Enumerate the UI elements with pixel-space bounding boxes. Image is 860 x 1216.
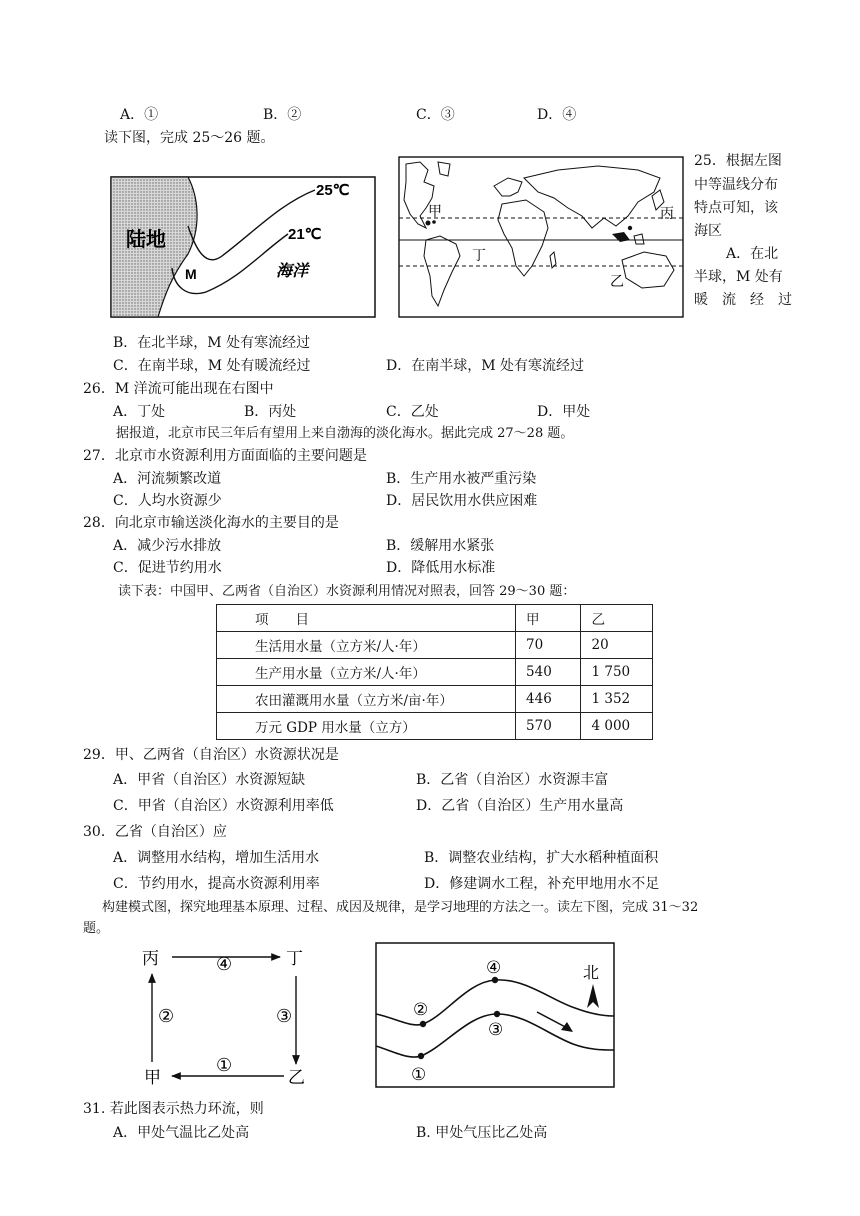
ocean-label: 海洋: [276, 261, 309, 280]
intro-29-30: 读下表：中国甲、乙两省（自治区）水资源利用情况对照表，回答 29～30 题：: [118, 584, 576, 599]
q27-option-a: A．河流频繁改道: [113, 471, 222, 487]
table-cell: 1 750: [581, 659, 653, 686]
q30-option-d: D．修建调水工程，补充甲地用水不足: [424, 876, 660, 892]
q26-option-d: D．甲处: [537, 404, 591, 420]
map-label-yi: 乙: [610, 274, 624, 290]
map-label-ding: 丁: [472, 248, 486, 264]
q30-stem: 30．乙省（自治区）应: [83, 824, 227, 840]
q28-stem: 28．向北京市输送淡化海水的主要目的是: [83, 515, 339, 531]
q28-option-d: D．降低用水标准: [386, 560, 496, 576]
q29-option-c: C．甲省（自治区）水资源利用率低: [113, 798, 334, 814]
q24-option-d: D．④: [537, 107, 577, 123]
q31-option-b: B. 甲处气压比乙处高: [416, 1125, 548, 1141]
table-header-jia: 甲: [516, 605, 581, 632]
river-num-3: ③: [488, 1020, 504, 1040]
q26-stem: 26．M 洋流可能出现在右图中: [83, 381, 274, 397]
q25-option-d: D．在南半球，M 处有寒流经过: [386, 358, 585, 374]
q24-option-c: C．③: [416, 107, 455, 123]
table-cell: 生产用水量（立方米/人·年）: [217, 659, 516, 686]
world-map-figure: [398, 156, 684, 318]
table-row: [217, 686, 653, 713]
cycle-label-jia: 甲: [144, 1068, 161, 1088]
table-cell: 446: [516, 686, 581, 713]
isotherm-21-label: 21℃: [288, 226, 322, 243]
q25-stem-line-4: 海区: [694, 223, 722, 239]
q29-stem: 29．甲、乙两省（自治区）水资源状况是: [83, 747, 339, 763]
table-cell: 1 352: [581, 686, 653, 713]
intro-25-26: 读下图，完成 25～26 题。: [104, 130, 275, 146]
table-header-row: [217, 605, 653, 632]
cycle-label-bing: 丙: [142, 949, 159, 969]
q25-option-c: C．在南半球，M 处有暖流经过: [113, 358, 311, 374]
table-cell: 540: [516, 659, 581, 686]
cycle-num-2: ②: [158, 1006, 175, 1027]
table-row: [217, 713, 653, 740]
q25-option-a-line-1: A．在北: [726, 246, 779, 262]
river-num-4: ④: [486, 958, 502, 978]
q26-option-c: C．乙处: [386, 404, 439, 420]
q31-option-a: A．甲处气温比乙处高: [113, 1125, 250, 1141]
q25-stem-line-1: 25．根据左图: [694, 153, 782, 169]
intro-31-32-line-1: 构建模式图，探究地理基本原理、过程、成因及规律，是学习地理的方法之一。读左下图，完成 31～32: [102, 900, 699, 915]
table-cell: 20: [581, 632, 653, 659]
table-cell: 70: [516, 632, 581, 659]
river-num-2: ②: [413, 1000, 429, 1020]
cycle-label-yi: 乙: [288, 1068, 305, 1088]
q25-option-a-line-3: 暖 流 经 过: [694, 292, 792, 308]
q29-option-a: A．甲省（自治区）水资源短缺: [113, 772, 306, 788]
table-header-item: 项 目: [217, 605, 516, 632]
q29-option-b: B．乙省（自治区）水资源丰富: [416, 772, 609, 788]
river-bend-diagram: [375, 942, 615, 1088]
intro-31-32-line-2: 题。: [83, 921, 110, 936]
q25-option-b: B．在北半球，M 处有寒流经过: [113, 335, 311, 351]
m-label: M: [185, 266, 197, 282]
q29-option-d: D．乙省（自治区）生产用水量高: [416, 798, 624, 814]
table-cell: 万元 GDP 用水量（立方）: [217, 713, 516, 740]
circulation-diagram: [138, 940, 308, 1090]
q26-option-b: B．丙处: [244, 404, 297, 420]
q31-stem: 31. 若此图表示热力环流，则: [83, 1101, 264, 1117]
river-num-1: ①: [411, 1065, 427, 1085]
q24-option-a: A．①: [120, 107, 159, 123]
table-header-yi: 乙: [581, 605, 653, 632]
q25-stem-line-2: 中等温线分布: [694, 177, 778, 193]
q24-option-b: B．②: [263, 107, 302, 123]
table-cell: 570: [516, 713, 581, 740]
map-label-bing: 丙: [660, 206, 674, 222]
isotherm-figure: [110, 176, 376, 318]
q27-option-b: B．生产用水被严重污染: [386, 471, 537, 487]
map-label-jia: 甲: [428, 204, 442, 220]
q28-option-a: A．减少污水排放: [113, 538, 222, 554]
cycle-label-ding: 丁: [286, 949, 303, 969]
cycle-num-3: ③: [276, 1006, 293, 1027]
isotherm-25-label: 25℃: [316, 182, 350, 199]
cycle-num-4: ④: [216, 954, 233, 975]
q25-stem-line-3: 特点可知，该: [694, 200, 778, 216]
q30-option-a: A．调整用水结构，增加生活用水: [113, 850, 320, 866]
q28-option-b: B．缓解用水紧张: [386, 538, 495, 554]
cycle-num-1: ①: [216, 1055, 233, 1076]
q25-option-a-line-2: 半球，M 处有: [694, 269, 783, 285]
table-cell: 生活用水量（立方米/人·年）: [217, 632, 516, 659]
q26-option-a: A．丁处: [113, 404, 166, 420]
q30-option-c: C．节约用水，提高水资源利用率: [113, 876, 320, 892]
land-label: 陆地: [126, 227, 166, 251]
q27-option-d: D．居民饮用水供应困难: [386, 493, 538, 509]
table-cell: 农田灌溉用水量（立方米/亩·年）: [217, 686, 516, 713]
q28-option-c: C．促进节约用水: [113, 560, 222, 576]
table-row: [217, 659, 653, 686]
q27-option-c: C．人均水资源少: [113, 493, 222, 509]
water-resource-table: [216, 604, 653, 740]
intro-27-28: 据报道，北京市民三年后有望用上来自渤海的淡化海水。据此完成 27～28 题。: [116, 426, 574, 441]
q27-stem: 27．北京市水资源利用方面面临的主要问题是: [83, 448, 367, 464]
q30-option-b: B．调整农业结构，扩大水稻种植面积: [424, 850, 659, 866]
north-label: 北: [583, 963, 600, 982]
table-cell: 4 000: [581, 713, 653, 740]
table-row: [217, 632, 653, 659]
